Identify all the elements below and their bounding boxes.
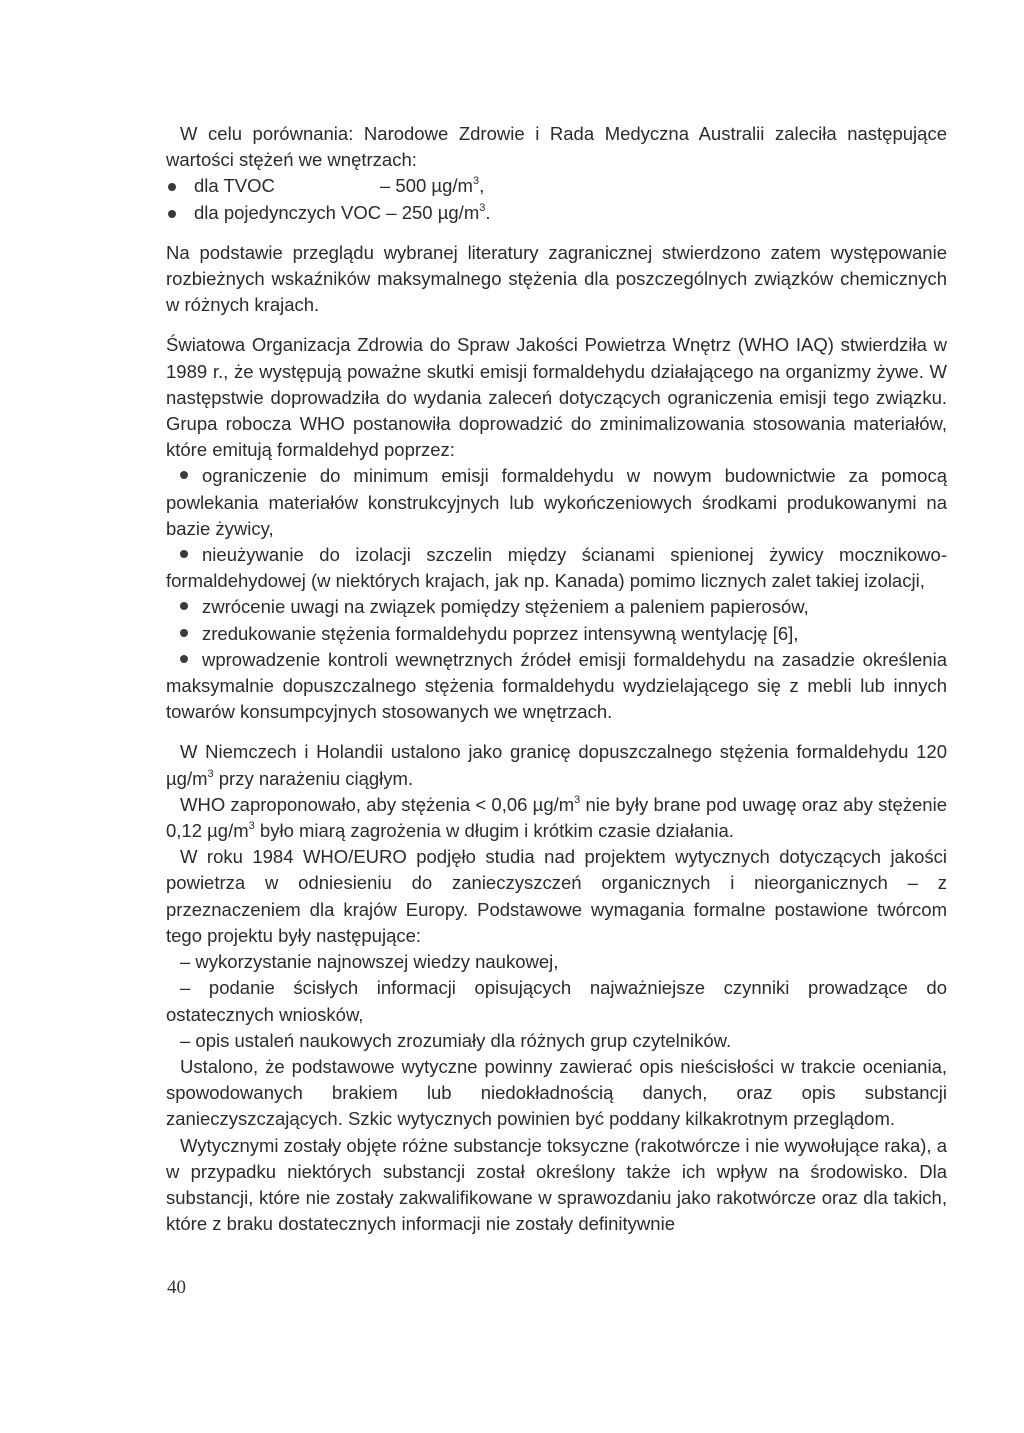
text-span: było miarą zagrożenia w długim i krótkim czasie działania.	[254, 820, 734, 842]
punctuation: .	[485, 201, 491, 223]
bullet-item	[166, 621, 947, 647]
bullet-text: zwrócenie uwagi na związek pomiędzy stężeniem a paleniem papierosów,	[202, 596, 809, 618]
text-span: przy narażeniu ciągłym.	[213, 767, 414, 789]
bullet-item	[166, 594, 947, 620]
text-span: nie były brane pod uwagę oraz aby stężenie 0,12 µg/m	[166, 793, 947, 842]
bullet-text: ograniczenie do minimum emisji formaldehydu w nowym budownictwie za pomocą powlekania materiałów konstrukcyjnych lub wykończeniowych środkami produkowanymi na bazie żywicy,	[166, 465, 947, 539]
list-item-tvoc	[166, 173, 947, 199]
bullet-item	[166, 647, 947, 726]
bullet-text: nieużywanie do izolacji szczelin między ścianami spienionej żywicy mocznikowo-formaldehydowej (w niektórych krajach, jak np. Kanada) pomimo licznych zalet takiej izolacji,	[166, 544, 947, 592]
superscript: 3	[479, 201, 486, 214]
body-text	[166, 121, 947, 1237]
bullet-text: zredukowanie stężenia formaldehydu poprzez intensywną wentylację [6],	[202, 622, 799, 644]
bullet-icon	[180, 550, 188, 558]
superscript: 3	[472, 175, 480, 188]
text-span: WHO zaproponowało, aby stężenia < 0,06 µg/m	[180, 793, 575, 815]
dash-item: – opis ustaleń naukowych zrozumiały dla różnych grup czytelników.	[180, 1029, 732, 1051]
dash-item: – wykorzystanie najnowszej wiedzy naukowej,	[180, 951, 559, 973]
tvoc-label: dla TVOC	[194, 175, 275, 197]
paragraph-intro: W celu porównania: Narodowe Zdrowie i Rada Medyczna Australii zaleciła następujące wartości stężeń we wnętrzach:	[166, 123, 947, 171]
paragraph-substances: Wytycznymi zostały objęte różne substancje toksyczne (rakotwórcze i nie wywołujące raka), a w przypadku niektórych substancji został określony także ich wpływ na środowisko. Dla substancji, które nie zostały zakwalifikowane w sprawozdaniu jako rakotwórcze oraz dla takich, które z braku dostatecznych informacji nie zostały definitywnie	[166, 1134, 947, 1235]
superscript: 3	[248, 820, 255, 833]
paragraph-guidelines: Ustalono, że podstawowe wytyczne powinny zawierać opis nieścisłości w trakcie oceniania, spowodowanych brakiem lub niedokładnością danych, oraz opis substancji zanieczyszczających. Szkic wytycznych powinien być poddany kilkakrotnym przeglądom.	[166, 1055, 947, 1130]
superscript: 3	[207, 767, 214, 780]
list-item-voc	[166, 200, 947, 226]
dash-item: – podanie ścisłych informacji opisujących najważniejsze czynniki prowadzące do ostatecznych wniosków,	[166, 977, 947, 1025]
bullet-icon	[180, 471, 188, 479]
bullet-text: wprowadzenie kontroli wewnętrznych źródeł emisji formaldehydu na zasadzie określenia maksymalnie dopuszczalnego stężenia formaldehydu wydzielającego się z mebli lub innych towarów konsumpcyjnych stosowanych we wnętrzach.	[166, 648, 947, 723]
bullet-icon	[180, 655, 188, 663]
paragraph-who-proposal	[166, 792, 947, 844]
voc-label: dla pojedynczych VOC	[194, 201, 382, 223]
bullet-icon	[180, 602, 188, 610]
punctuation: ,	[479, 175, 485, 197]
bullet-item	[166, 542, 947, 594]
text-span: W Niemczech i Holandii ustalono jako granicę dopuszczalnego stężenia formaldehydu 120 µg/m	[166, 741, 947, 789]
paragraph-who-iaq: Światowa Organizacja Zdrowia do Spraw Jakości Powietrza Wnętrz (WHO IAQ) stwierdziła w 1989 r., że występują poważne skutki emisji formaldehydu działającego na organizmy żywe. W następstwie doprowadziła do wydania zaleceń dotyczących ograniczenia emisji tego związku. Grupa robocza WHO postanowiła doprowadzić do zminimalizowania stosowania materiałów, które emitują formaldehyd poprzez:	[166, 334, 947, 461]
tvoc-value: – 500 µg/m	[380, 175, 473, 197]
paragraph-germany	[166, 739, 947, 791]
paragraph-who-euro: W roku 1984 WHO/EURO podjęło studia nad projektem wytycznych dotyczących jakości powietrza w odniesieniu do zanieczyszczeń organicznych i nieorganicznych – z przeznaczeniem dla krajów Europy. Podstawowe wymagania formalne postawione twórcom tego projektu były następujące:	[166, 846, 947, 946]
paragraph-literature: Na podstawie przeglądu wybranej literatury zagranicznej stwierdzono zatem występowanie rozbieżnych wskaźników maksymalnego stężenia dla poszczególnych związków chemicznych w różnych krajach.	[166, 241, 947, 316]
superscript: 3	[574, 793, 581, 806]
voc-value: – 250 µg/m	[386, 201, 480, 223]
bullet-item	[166, 463, 947, 542]
page-number: 40	[167, 1277, 186, 1298]
bullet-icon	[180, 629, 188, 637]
